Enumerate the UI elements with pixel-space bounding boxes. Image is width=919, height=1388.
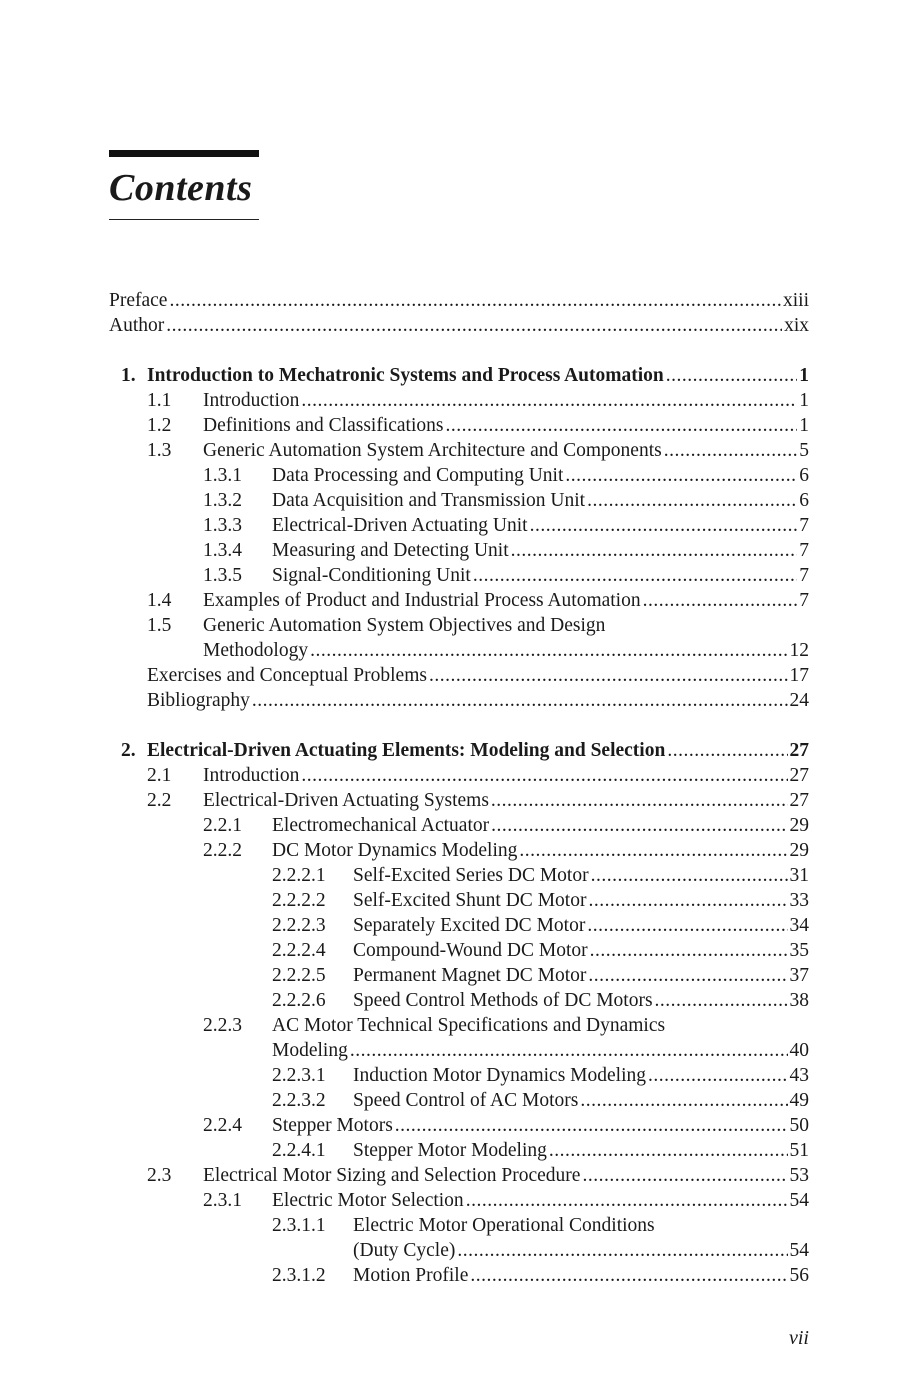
toc-entry: [0, 463, 919, 488]
toc-entry-page: 1: [799, 390, 809, 411]
dot-leader: [648, 1063, 787, 1088]
toc-entry-title: Electrical-Driven Actuating Unit: [272, 515, 528, 536]
toc-entry-title: Generic Automation System Objectives and Design: [203, 615, 606, 636]
toc-entry-page: 54: [789, 1190, 809, 1211]
dot-leader: [587, 488, 797, 513]
toc-entry: [0, 1213, 919, 1238]
toc-entry: [0, 613, 919, 638]
dot-leader: [470, 1263, 787, 1288]
dot-leader: [445, 413, 797, 438]
toc-entry-number: 2.2.3.2: [272, 1090, 326, 1111]
toc-entry: [0, 838, 919, 863]
toc-entry-number: 2.2.3.1: [272, 1065, 326, 1086]
toc-entry-number: 2.2.1: [203, 815, 242, 836]
dot-leader: [587, 913, 787, 938]
toc-entry-title: Introduction: [203, 390, 300, 411]
toc-entry-title: Author: [109, 315, 165, 336]
toc-entry: [0, 738, 919, 763]
toc-entry-number: 1.2: [147, 415, 172, 436]
toc-entry-number: 2.3.1.1: [272, 1215, 326, 1236]
toc-entry-page: 53: [789, 1165, 809, 1186]
toc-entry-title: Induction Motor Dynamics Modeling: [353, 1065, 647, 1086]
toc-entry-number: 1.3.5: [203, 565, 242, 586]
toc-entry-title: Electrical-Driven Actuating Elements: Modeling and Selection: [147, 740, 666, 761]
dot-leader: [664, 438, 798, 463]
page-number: vii: [789, 1327, 809, 1349]
dot-leader: [580, 1088, 787, 1113]
toc-entry-title: Generic Automation System Architecture and Components: [203, 440, 662, 461]
toc-entry-number: 1.3: [147, 440, 172, 461]
toc-entry: [0, 413, 919, 438]
dot-leader: [655, 988, 788, 1013]
toc-entry-title: Self-Excited Series DC Motor: [353, 865, 589, 886]
dot-leader: [473, 563, 797, 588]
toc-entry: [0, 1013, 919, 1038]
toc-entry-page: 17: [789, 665, 809, 686]
toc-entry-title: Introduction to Mechatronic Systems and Process Automation: [147, 365, 664, 386]
toc-entry: [0, 1163, 919, 1188]
toc-entry: [0, 913, 919, 938]
toc-entry-number: 1.3.3: [203, 515, 242, 536]
dot-leader: [466, 1188, 788, 1213]
dot-leader: [350, 1038, 788, 1063]
dot-leader: [511, 538, 798, 563]
dot-leader: [666, 363, 798, 388]
toc-entry-title: Self-Excited Shunt DC Motor: [353, 890, 587, 911]
dot-leader: [301, 763, 787, 788]
dot-leader: [169, 288, 781, 313]
toc-entry-title: Speed Control Methods of DC Motors: [353, 990, 653, 1011]
toc-entry: [0, 538, 919, 563]
toc-entry-title: Introduction: [203, 765, 300, 786]
toc-entry-title: Bibliography: [147, 690, 250, 711]
toc-entry-title: Data Processing and Computing Unit: [272, 465, 564, 486]
toc-entry-page: 5: [799, 440, 809, 461]
toc-entry: [0, 513, 919, 538]
dot-leader: [530, 513, 798, 538]
toc-entry: [0, 1088, 919, 1113]
toc-entry-page: 31: [789, 865, 809, 886]
toc-entry-title: Definitions and Classifications: [203, 415, 444, 436]
toc-entry-title: Electrical-Driven Actuating Systems: [203, 790, 489, 811]
dot-leader: [491, 813, 787, 838]
toc-entry-title: Preface: [109, 290, 168, 311]
toc-entry-page: 7: [799, 565, 809, 586]
toc-entry: [0, 813, 919, 838]
toc-entry: [0, 438, 919, 463]
toc-entry-number: 1.5: [147, 615, 172, 636]
page-title: Contents: [109, 167, 253, 209]
toc-entry-number: 2.1: [147, 765, 172, 786]
toc-entry: [0, 1038, 919, 1063]
toc-entry: [0, 638, 919, 663]
toc-entry-number: 2.: [121, 740, 136, 761]
toc-entry-title: Stepper Motors: [272, 1115, 393, 1136]
toc-entry-number: 1.3.4: [203, 540, 242, 561]
toc-entry-number: 2.2.2: [203, 840, 242, 861]
toc-entry: [0, 363, 919, 388]
toc-entry-number: 2.2.2.6: [272, 990, 326, 1011]
toc-entry: [0, 388, 919, 413]
toc-entry-number: 2.2.3: [203, 1015, 242, 1036]
toc-entry-title: Examples of Product and Industrial Process Automation: [203, 590, 641, 611]
title-rule-top: [109, 150, 259, 157]
toc-entry-page: 54: [789, 1240, 809, 1261]
toc-entry-number: 2.2.4.1: [272, 1140, 326, 1161]
toc-entry: [0, 1263, 919, 1288]
toc-entry-title: Separately Excited DC Motor: [353, 915, 586, 936]
toc-entry-page: 1: [799, 415, 809, 436]
toc-entry-title: Stepper Motor Modeling: [353, 1140, 547, 1161]
toc-entry-page: 38: [789, 990, 809, 1011]
toc-entry: [0, 938, 919, 963]
toc-entry-page: 27: [789, 740, 809, 761]
dot-leader: [582, 1163, 787, 1188]
dot-leader: [457, 1238, 787, 1263]
toc-entry-page: 51: [789, 1140, 809, 1161]
toc-entry-title: (Duty Cycle): [353, 1240, 456, 1261]
toc-entry-page: 37: [789, 965, 809, 986]
toc-entry: [0, 688, 919, 713]
toc-entry-page: xiii: [782, 290, 809, 311]
toc-entry-title: Data Acquisition and Transmission Unit: [272, 490, 586, 511]
toc-entry-page: 12: [789, 640, 809, 661]
dot-leader: [667, 738, 787, 763]
toc-entry: [0, 563, 919, 588]
toc-entry-number: 2.2.2.1: [272, 865, 326, 886]
toc-entry-page: 6: [799, 490, 809, 511]
toc-entry-number: 1.1: [147, 390, 172, 411]
toc-entry-title: AC Motor Technical Specifications and Dynamics: [272, 1015, 666, 1036]
toc-entry-page: 7: [799, 540, 809, 561]
toc-entry-title: Motion Profile: [353, 1265, 469, 1286]
toc-entry: [0, 863, 919, 888]
dot-leader: [590, 938, 788, 963]
toc-entry-title: Electric Motor Operational Conditions: [353, 1215, 655, 1236]
toc-entry-page: 49: [789, 1090, 809, 1111]
toc-entry-page: 40: [789, 1040, 809, 1061]
toc-entry: [0, 663, 919, 688]
toc-entry: [0, 1138, 919, 1163]
dot-leader: [395, 1113, 788, 1138]
toc-entry-page: 29: [789, 815, 809, 836]
toc-entry-title: Modeling: [272, 1040, 348, 1061]
toc-entry-number: 2.2.2.4: [272, 940, 326, 961]
dot-leader: [588, 963, 787, 988]
dot-leader: [643, 588, 798, 613]
toc-entry-page: 43: [789, 1065, 809, 1086]
toc-entry: [0, 1188, 919, 1213]
toc-entry: [0, 1113, 919, 1138]
dot-leader: [166, 313, 782, 338]
toc-entry-page: 50: [789, 1115, 809, 1136]
dot-leader: [491, 788, 788, 813]
dot-leader: [591, 863, 788, 888]
toc-entry-number: 2.3: [147, 1165, 172, 1186]
toc-entry-page: 7: [799, 515, 809, 536]
toc-entry-number: 2.3.1.2: [272, 1265, 326, 1286]
dot-leader: [549, 1138, 788, 1163]
toc-entry-page: xix: [784, 315, 809, 336]
toc-entry-number: 2.3.1: [203, 1190, 242, 1211]
toc-entry-page: 56: [789, 1265, 809, 1286]
toc-entry: [0, 888, 919, 913]
toc-entry-title: Exercises and Conceptual Problems: [147, 665, 427, 686]
toc-entry: [0, 1238, 919, 1263]
toc-entry-number: 1.: [121, 365, 136, 386]
toc-entry-title: Measuring and Detecting Unit: [272, 540, 509, 561]
toc-entry-page: 33: [789, 890, 809, 911]
toc-entry-page: 34: [789, 915, 809, 936]
toc-entry: [0, 763, 919, 788]
toc-entry-title: Electromechanical Actuator: [272, 815, 490, 836]
dot-leader: [429, 663, 788, 688]
toc-entry-number: 1.3.1: [203, 465, 242, 486]
toc-entry-number: 2.2.2.2: [272, 890, 326, 911]
toc-entry-title: Electrical Motor Sizing and Selection Procedure: [203, 1165, 581, 1186]
toc-entry-title: Permanent Magnet DC Motor: [353, 965, 587, 986]
dot-leader: [310, 638, 787, 663]
toc-entry-title: Speed Control of AC Motors: [353, 1090, 579, 1111]
toc-entry-page: 27: [789, 765, 809, 786]
dot-leader: [519, 838, 787, 863]
toc-entry-title: Electric Motor Selection: [272, 1190, 464, 1211]
toc-entry-page: 24: [789, 690, 809, 711]
toc-entry-number: 1.4: [147, 590, 172, 611]
toc-entry: [0, 788, 919, 813]
toc-entry-title: Signal-Conditioning Unit: [272, 565, 471, 586]
dot-leader: [565, 463, 797, 488]
toc-entry-page: 7: [799, 590, 809, 611]
toc-entry-number: 2.2.2.5: [272, 965, 326, 986]
dot-leader: [301, 388, 797, 413]
toc-entry: [0, 988, 919, 1013]
toc-entry: [0, 288, 919, 313]
title-rule-bottom: [109, 219, 259, 220]
toc-entry-number: 2.2.4: [203, 1115, 242, 1136]
toc-entry: [0, 963, 919, 988]
toc-entry-number: 2.2: [147, 790, 172, 811]
toc-entry: [0, 1063, 919, 1088]
toc-entry-title: Methodology: [203, 640, 309, 661]
toc-entry-number: 2.2.2.3: [272, 915, 326, 936]
toc-entry-page: 29: [789, 840, 809, 861]
toc-entry-title: Compound-Wound DC Motor: [353, 940, 588, 961]
toc-entry-page: 6: [799, 465, 809, 486]
toc-entry: [0, 488, 919, 513]
toc-entry-page: 1: [799, 365, 809, 386]
toc-entry: [0, 588, 919, 613]
dot-leader: [252, 688, 788, 713]
toc-entry: [0, 313, 919, 338]
toc-entry-page: 27: [789, 790, 809, 811]
toc-entry-title: DC Motor Dynamics Modeling: [272, 840, 518, 861]
toc-entry-page: 35: [789, 940, 809, 961]
toc-entry-number: 1.3.2: [203, 490, 242, 511]
dot-leader: [588, 888, 787, 913]
